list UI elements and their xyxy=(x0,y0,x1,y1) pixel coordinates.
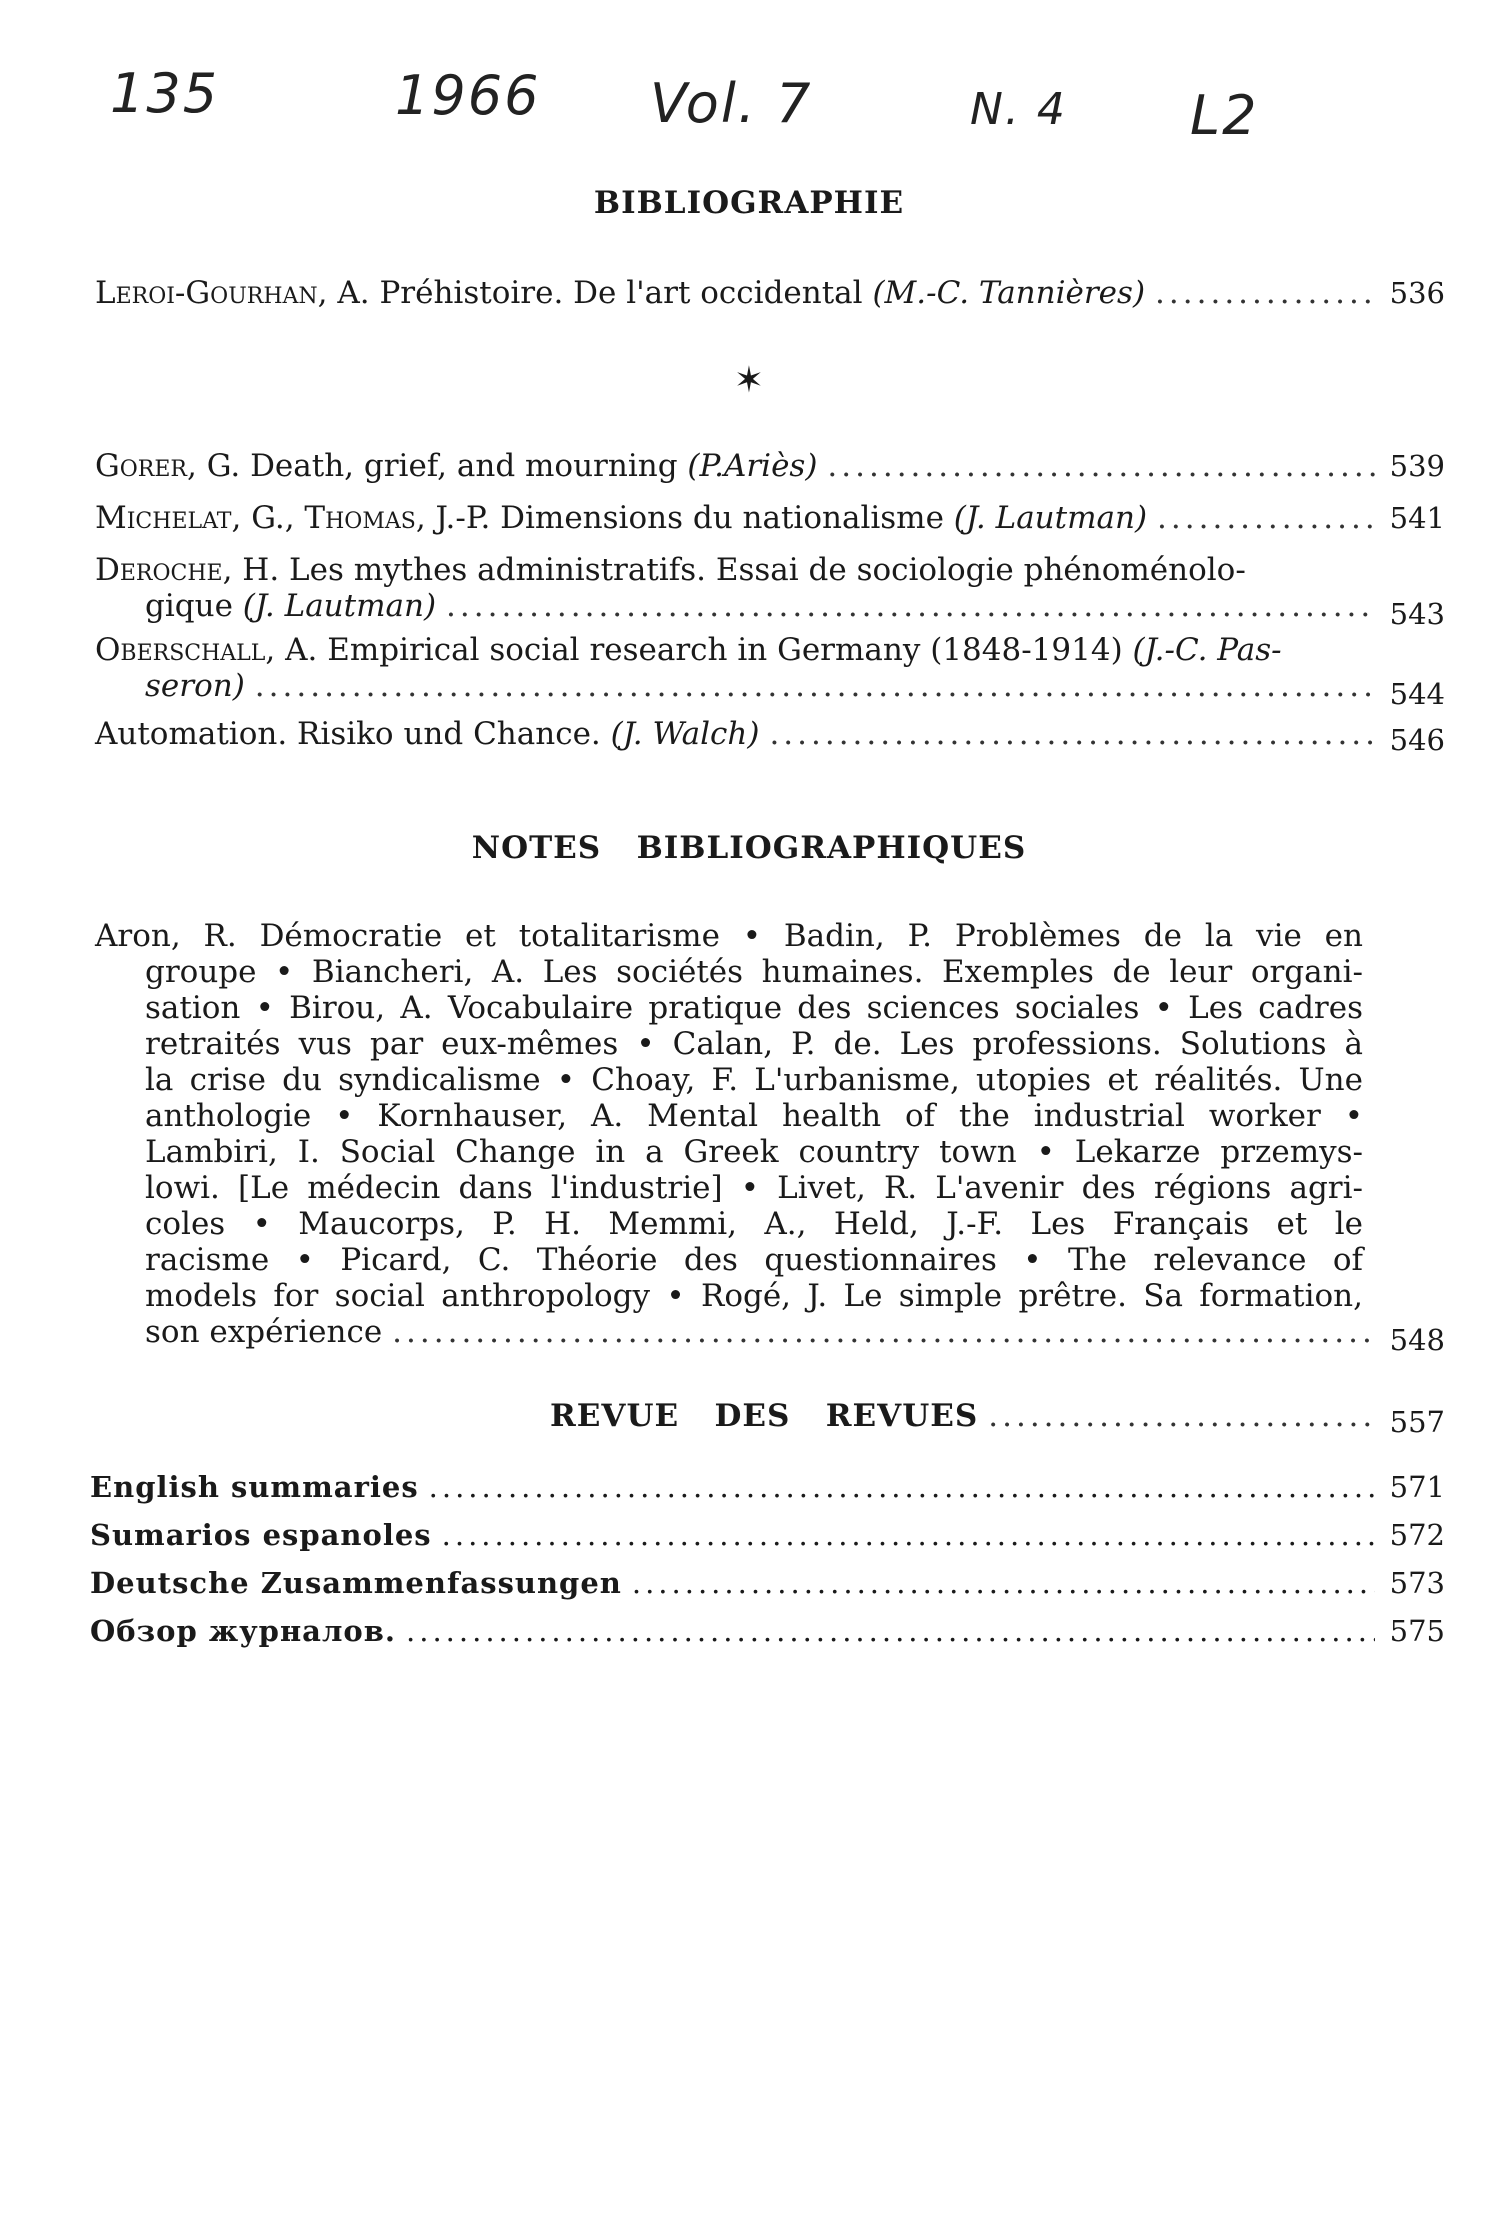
entry-reviewer: (J. Lautman) xyxy=(242,588,437,624)
leader-dots xyxy=(442,1518,1375,1552)
leader-dots xyxy=(1157,500,1375,536)
leader-dots xyxy=(392,1314,1375,1350)
entry-author-2: Thomas xyxy=(304,500,416,536)
notes-line: anthologie • Kornhauser, A. Mental health of the industrial worker • xyxy=(145,1098,1363,1134)
bibliography-entry xyxy=(95,716,1445,757)
entry-reviewer: (P.Ariès) xyxy=(687,448,818,484)
summary-label: Sumarios espanoles xyxy=(90,1518,432,1552)
leader-dots xyxy=(827,448,1375,484)
notes-line: lowi. [Le médecin dans l'industrie] • Livet, R. L'avenir des régions agri- xyxy=(145,1170,1363,1206)
summary-row xyxy=(90,1470,1445,1518)
entry-text: , A. Préhistoire. De l'art occidental xyxy=(317,275,873,311)
summary-row xyxy=(90,1566,1445,1614)
notes-line: models for social anthropology • Rogé, J. Le simple prêtre. Sa formation, xyxy=(145,1278,1363,1314)
entry-page: 539 xyxy=(1389,449,1445,483)
entry-author: Deroche xyxy=(95,552,223,588)
notes-line: retraités vus par eux-mêmes • Calan, P. de. Les professions. Solutions à xyxy=(145,1026,1363,1062)
bibliography-entry: Oberschall, A. Empirical social research in Germany (1848-1914) (J.-C. Pas- seron) ..... 544 xyxy=(95,632,1445,704)
leader-dots xyxy=(988,1398,1375,1434)
summaries-list xyxy=(90,1470,1445,1662)
entry-reviewer: seron) xyxy=(145,668,245,704)
notes-line: Aron, R. Démocratie et totalitarisme • Badin, P. Problèmes de la vie en xyxy=(95,918,1363,954)
notes-paragraph xyxy=(95,918,1445,1357)
entry-text: Automation. Risiko und Chance. xyxy=(95,716,611,752)
bibliography-entry: Michelat, G., Thomas, J.-P. Dimensions du nationalisme (J. Lautman) ..... 541 xyxy=(95,500,1445,536)
entry-page: 546 xyxy=(1389,723,1445,757)
summary-page: 571 xyxy=(1389,1470,1445,1504)
bibliography-entry xyxy=(95,275,1445,311)
summary-row xyxy=(90,1614,1445,1662)
notes-title: NOTES BIBLIOGRAPHIQUES xyxy=(471,830,1027,866)
entry-page: 544 xyxy=(1389,677,1445,711)
handwritten-issue: N. 4 xyxy=(970,84,1067,135)
entry-page: 536 xyxy=(1389,276,1445,310)
summary-label: Deutsche Zusammenfassungen xyxy=(90,1566,622,1600)
notes-line: groupe • Biancheri, A. Les sociétés humaines. Exemples de leur organi- xyxy=(145,954,1363,990)
leader-dots xyxy=(446,588,1375,624)
entry-reviewer: (J. Lautman) xyxy=(953,500,1148,536)
revue-section xyxy=(95,1398,1445,1439)
notes-line: la crise du syndicalisme • Choay, F. L'urbanisme, utopies et réalités. Une xyxy=(145,1062,1363,1098)
summary-label: Обзор журналов. xyxy=(90,1614,397,1648)
leader-dots xyxy=(632,1566,1375,1600)
handwritten-code: L2 xyxy=(1190,84,1259,147)
entry-author: Leroi-Gourhan xyxy=(95,275,318,311)
notes-line: son expérience xyxy=(145,1314,383,1350)
bibliography-entry xyxy=(95,448,1445,484)
entry-author: Gorer xyxy=(95,448,187,484)
summary-page: 573 xyxy=(1389,1566,1445,1600)
entry-page: 541 xyxy=(1389,501,1445,535)
notes-line: racisme • Picard, C. Théorie des questionnaires • The relevance of xyxy=(145,1242,1363,1278)
entry-author: Oberschall xyxy=(95,632,266,668)
summary-page: 575 xyxy=(1389,1614,1445,1648)
handwritten-volume: Vol. 7 xyxy=(650,72,813,135)
handwritten-number: 135 xyxy=(110,62,220,125)
entry-text: , J.-P. Dimensions du nationalisme xyxy=(415,500,954,536)
entry-text: , A. Empirical social research in Germany (1848-1914) xyxy=(265,632,1133,668)
notes-line: sation • Birou, A. Vocabulaire pratique des sciences sociales • Les cadres xyxy=(145,990,1363,1026)
leader-dots xyxy=(769,716,1375,752)
bibliography-entry: Deroche, H. Les mythes administratifs. Essai de sociologie phénoménolo- gique (J. Lautman) ..... 543 xyxy=(95,552,1445,624)
notes-page: 548 xyxy=(1389,1323,1445,1357)
separator-star: ✶ xyxy=(733,360,765,401)
handwritten-annotation xyxy=(110,62,1310,182)
entry-author: Michelat xyxy=(95,500,232,536)
bibliographie-title: BIBLIOGRAPHIE xyxy=(593,185,905,221)
summary-row xyxy=(90,1518,1445,1566)
handwritten-year: 1966 xyxy=(395,64,541,127)
summary-page: 572 xyxy=(1389,1518,1445,1552)
summary-label: English summaries xyxy=(90,1470,419,1504)
leader-dots xyxy=(429,1470,1375,1504)
entry-reviewer: (J. Walch) xyxy=(610,716,760,752)
entry-page: 543 xyxy=(1389,597,1445,631)
leader-dots xyxy=(255,668,1375,704)
entry-text: , G. Death, grief, and mourning xyxy=(187,448,688,484)
leader-dots xyxy=(1155,275,1375,311)
revue-title: REVUE DES REVUES xyxy=(550,1398,979,1434)
revue-page: 557 xyxy=(1389,1405,1445,1439)
notes-line: coles • Maucorps, P. H. Memmi, A., Held, J.-F. Les Français et le xyxy=(145,1206,1363,1242)
leader-dots xyxy=(406,1614,1375,1648)
notes-line: Lambiri, I. Social Change in a Greek country town • Lekarze przemys- xyxy=(145,1134,1363,1170)
entry-reviewer: (M.-C. Tannières) xyxy=(872,275,1146,311)
entry-text: , H. Les mythes administratifs. Essai de sociologie phénoménolo- xyxy=(222,552,1246,588)
